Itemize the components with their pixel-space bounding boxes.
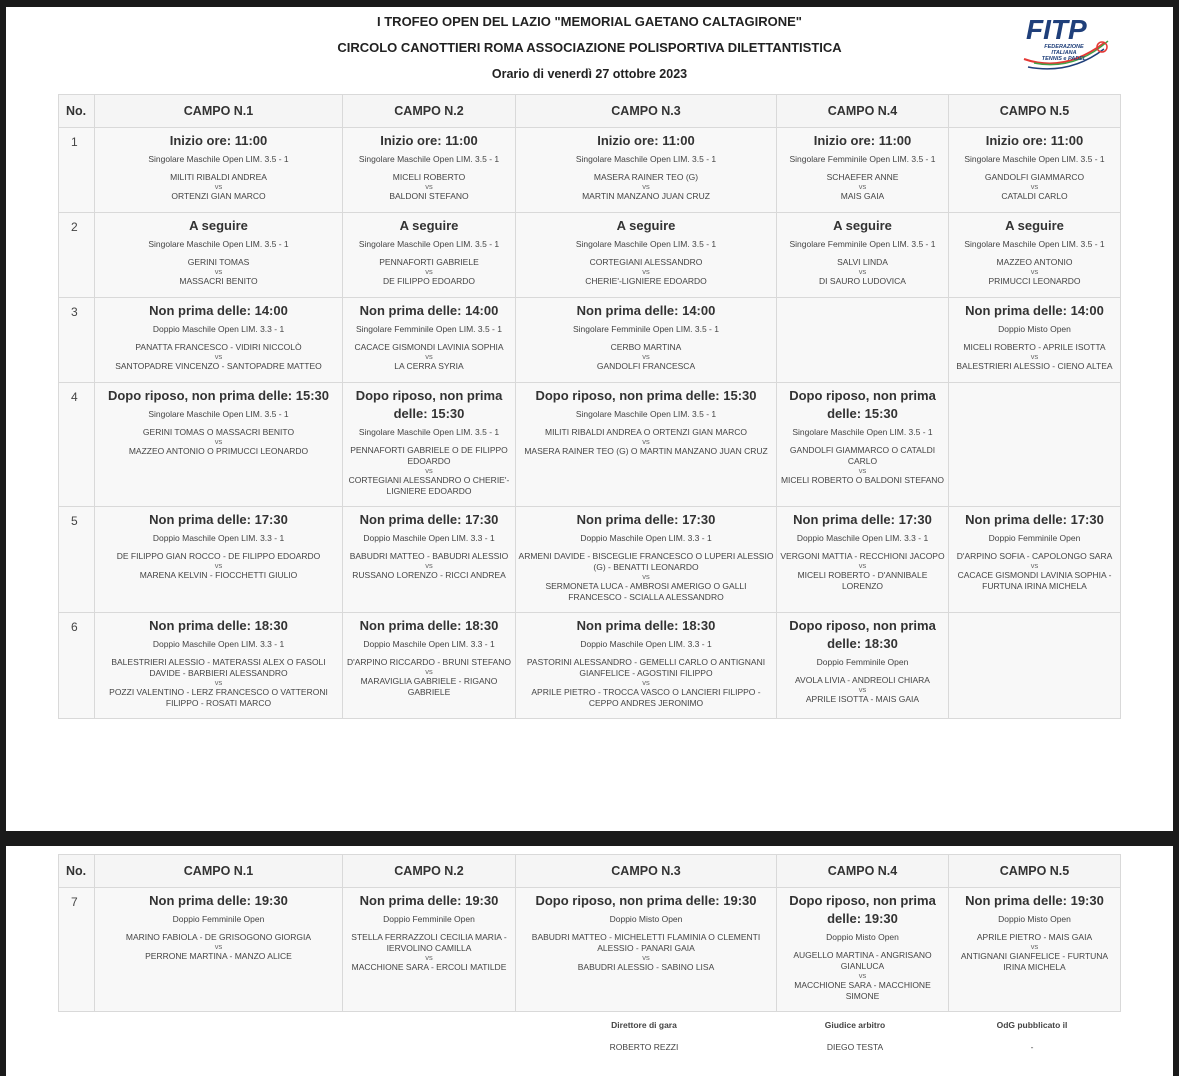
event-name: Doppio Maschile Open LIM. 3.3 - 1 <box>580 533 712 543</box>
player-2: CACACE GISMONDI LAVINIA SOPHIA - FURTUNA IRINA MICHELA <box>957 570 1112 591</box>
director-name: ROBERTO REZZI <box>609 1042 679 1052</box>
row-number: 1 <box>59 128 95 213</box>
column-header-no: No. <box>59 95 95 128</box>
event-name: Doppio Maschile Open LIM. 3.3 - 1 <box>796 533 929 543</box>
match-cell <box>777 613 949 719</box>
vs-label: vs <box>214 437 223 446</box>
player-2: MICELI ROBERTO O BALDONI STEFANO <box>780 475 945 485</box>
player-1: STELLA FERRAZZOLI CECILIA MARIA - IERVOLINO CAMILLA <box>351 932 507 953</box>
schedule-date: Orario di venerdì 27 ottobre 2023 <box>491 67 688 81</box>
player-2: BABUDRI ALESSIO - SABINO LISA <box>577 962 715 972</box>
event-name: Doppio Femminile Open <box>988 533 1081 543</box>
match-cell <box>343 888 516 1012</box>
event-name: Singolare Maschile Open LIM. 3.5 - 1 <box>358 427 500 437</box>
player-2: PERRONE MARTINA - MANZO ALICE <box>145 951 292 961</box>
vs-label: vs <box>214 561 223 570</box>
column-header-campo-3: CAMPO N.3 <box>516 855 777 888</box>
match-cell <box>95 213 343 298</box>
player-2: SERMONETA LUCA - AMBROSI AMERIGO O GALLI FRANCESCO - SCIALLA ALESSANDRO <box>545 581 747 602</box>
event-name: Doppio Maschile Open LIM. 3.3 - 1 <box>363 533 495 543</box>
player-1: CACACE GISMONDI LAVINIA SOPHIA <box>354 342 504 352</box>
match-cell <box>516 128 777 213</box>
event-name: Doppio Femminile Open <box>816 657 909 667</box>
event-name: Singolare Femminile Open LIM. 3.5 - 1 <box>789 154 936 164</box>
player-2: BALESTRIERI ALESSIO - CIENO ALTEA <box>956 361 1113 371</box>
director-block <box>564 1020 724 1052</box>
vs-label: vs <box>1030 942 1039 951</box>
match-time: Dopo riposo, non prima delle: 18:30 <box>789 618 936 651</box>
event-name: Doppio Maschile Open LIM. 3.3 - 1 <box>152 533 285 543</box>
player-2: MACCHIONE SARA - MACCHIONE SIMONE <box>794 980 931 1001</box>
empty-cell <box>949 613 1121 719</box>
vs-label: vs <box>858 971 867 980</box>
match-time: A seguire <box>399 218 459 233</box>
match-cell <box>777 383 949 507</box>
vs-label: vs <box>642 267 650 276</box>
match-cell <box>343 128 516 213</box>
vs-label: vs <box>858 561 867 570</box>
column-header-campo-4: CAMPO N.4 <box>777 95 949 128</box>
event-name: Doppio Maschile Open LIM. 3.3 - 1 <box>580 639 712 649</box>
player-1: D'ARPINO SOFIA - CAPOLONGO SARA <box>956 551 1113 561</box>
match-cell <box>949 888 1121 1012</box>
match-time: Non prima delle: 17:30 <box>359 512 499 527</box>
player-2: POZZI VALENTINO - LERZ FRANCESCO O VATTERONI FILIPPO - ROSATI MARCO <box>109 687 328 708</box>
player-1: CERBO MARTINA <box>610 342 682 352</box>
table-row <box>59 298 1121 383</box>
match-time: Dopo riposo, non prima delle: 15:30 <box>535 388 757 403</box>
match-cell <box>949 298 1121 383</box>
vs-label: vs <box>1030 267 1039 276</box>
match-time: Non prima delle: 19:30 <box>149 893 288 908</box>
match-time: Dopo riposo, non prima delle: 15:30 <box>107 388 330 403</box>
vs-label: vs <box>425 182 433 191</box>
event-name: Singolare Femminile Open LIM. 3.5 - 1 <box>356 324 502 334</box>
match-time: Inizio ore: 11:00 <box>380 133 478 148</box>
match-time: Non prima delle: 18:30 <box>149 618 288 633</box>
vs-label: vs <box>425 466 433 475</box>
match-cell <box>516 298 777 383</box>
odg-value: - <box>1030 1042 1034 1052</box>
column-header-campo-5: CAMPO N.5 <box>949 95 1121 128</box>
player-1: AUGELLO MARTINA - ANGRISANO GIANLUCA <box>793 950 932 971</box>
player-2: ORTENZI GIAN MARCO <box>171 191 266 201</box>
player-1: SALVI LINDA <box>837 257 888 267</box>
match-cell <box>516 507 777 613</box>
player-1: PASTORINI ALESSANDRO - GEMELLI CARLO O ANTIGNANI GIANFELICE - AGOSTINI FILIPPO <box>526 657 766 678</box>
club-name: CIRCOLO CANOTTIERI ROMA ASSOCIAZIONE POLISPORTIVA DILETTANTISTICA <box>337 40 842 55</box>
match-time: Non prima delle: 19:30 <box>359 893 499 908</box>
event-name: Singolare Maschile Open LIM. 3.5 - 1 <box>148 409 289 419</box>
match-cell <box>777 128 949 213</box>
svg-text:FITP: FITP <box>1026 14 1087 45</box>
player-1: GERINI TOMAS O MASSACRI BENITO <box>142 427 295 437</box>
player-2: MAIS GAIA <box>840 191 885 201</box>
vs-label: vs <box>858 267 867 276</box>
player-2: GANDOLFI FRANCESCA <box>596 361 696 371</box>
event-name: Doppio Misto Open <box>826 932 899 942</box>
row-number: 3 <box>59 298 95 383</box>
vs-label: vs <box>1030 182 1039 191</box>
match-time: A seguire <box>616 218 676 233</box>
player-1: D'ARPINO RICCARDO - BRUNI STEFANO <box>346 657 512 667</box>
match-time: Non prima delle: 19:30 <box>965 893 1104 908</box>
fitp-logo <box>1004 11 1114 71</box>
svg-text:ITALIANA: ITALIANA <box>1051 50 1077 56</box>
vs-label: vs <box>858 466 867 475</box>
match-cell <box>343 507 516 613</box>
empty-cell <box>777 298 949 383</box>
match-time: A seguire <box>833 218 892 233</box>
event-name: Doppio Misto Open <box>998 914 1071 924</box>
column-header-campo-1: CAMPO N.1 <box>95 95 343 128</box>
player-1: MILITI RIBALDI ANDREA <box>170 172 267 182</box>
match-time: Inizio ore: 11:00 <box>597 133 695 148</box>
vs-label: vs <box>214 678 223 687</box>
header-row <box>59 95 1121 128</box>
director-label: Direttore di gara <box>611 1020 677 1030</box>
player-1: ARMENI DAVIDE - BISCEGLIE FRANCESCO O LUPERI ALESSIO (G) - BENATTI LEONARDO <box>518 551 774 572</box>
player-1: MARINO FABIOLA - DE GRISOGONO GIORGIA <box>125 932 312 942</box>
row-number: 4 <box>59 383 95 507</box>
match-cell <box>777 507 949 613</box>
player-1: MAZZEO ANTONIO <box>996 257 1073 267</box>
match-cell <box>516 888 777 1012</box>
event-name: Doppio Femminile Open <box>172 914 265 924</box>
match-cell <box>343 298 516 383</box>
vs-label: vs <box>642 352 650 361</box>
match-cell <box>343 613 516 719</box>
event-name: Singolare Maschile Open LIM. 3.5 - 1 <box>964 239 1105 249</box>
match-time: Non prima delle: 14:00 <box>576 303 716 318</box>
player-2: CHERIE'-LIGNIERE EDOARDO <box>585 276 707 286</box>
player-1: PENNAFORTI GABRIELE O DE FILIPPO EDOARDO <box>350 445 508 466</box>
player-1: MASERA RAINER TEO (G) <box>593 172 699 182</box>
schedule-table-continued <box>58 854 1121 1012</box>
table-row <box>59 213 1121 298</box>
vs-label: vs <box>425 667 433 676</box>
player-2: MASERA RAINER TEO (G) O MARTIN MANZANO JUAN CRUZ <box>524 446 768 456</box>
player-2: CATALDI CARLO <box>1001 191 1068 201</box>
column-header-campo-2: CAMPO N.2 <box>343 855 516 888</box>
match-cell <box>95 507 343 613</box>
player-2: DE FILIPPO EDOARDO <box>382 276 476 286</box>
match-time: Non prima delle: 14:00 <box>359 303 499 318</box>
column-header-campo-4: CAMPO N.4 <box>777 855 949 888</box>
match-time: Dopo riposo, non prima delle: 19:30 <box>535 893 757 908</box>
player-2: MACCHIONE SARA - ERCOLI MATILDE <box>351 962 507 972</box>
match-time: Non prima delle: 14:00 <box>149 303 288 318</box>
match-cell <box>949 128 1121 213</box>
event-name: Doppio Maschile Open LIM. 3.3 - 1 <box>152 324 285 334</box>
player-1: PANATTA FRANCESCO - VIDIRI NICCOLÒ <box>135 342 302 352</box>
match-time: Non prima delle: 17:30 <box>793 512 932 527</box>
header-row <box>59 855 1121 888</box>
player-1: BABUDRI MATTEO - MICHELETTI FLAMINIA O CLEMENTI ALESSIO - PANARI GAIA <box>531 932 761 953</box>
vs-label: vs <box>425 267 433 276</box>
player-1: GANDOLFI GIAMMARCO <box>984 172 1085 182</box>
player-1: BABUDRI MATTEO - BABUDRI ALESSIO <box>349 551 509 561</box>
match-time: Inizio ore: 11:00 <box>985 133 1084 148</box>
match-time: Non prima delle: 17:30 <box>149 512 288 527</box>
table-row <box>59 128 1121 213</box>
player-2: MICELI ROBERTO - D'ANNIBALE LORENZO <box>797 570 928 591</box>
player-2: LA CERRA SYRIA <box>394 361 464 371</box>
match-time: A seguire <box>189 218 248 233</box>
player-2: ANTIGNANI GIANFELICE - FURTUNA IRINA MICHELA <box>960 951 1109 972</box>
match-cell <box>516 613 777 719</box>
column-header-campo-2: CAMPO N.2 <box>343 95 516 128</box>
vs-label: vs <box>214 942 223 951</box>
odg-block <box>952 1020 1112 1052</box>
player-2: APRILE ISOTTA - MAIS GAIA <box>805 694 920 704</box>
player-1: GANDOLFI GIAMMARCO O CATALDI CARLO <box>789 445 936 466</box>
match-cell <box>343 383 516 507</box>
player-1: SCHAEFER ANNE <box>826 172 899 182</box>
vs-label: vs <box>642 182 650 191</box>
match-cell <box>516 213 777 298</box>
match-time: A seguire <box>1005 218 1064 233</box>
table-row <box>59 507 1121 613</box>
judge-name: DIEGO TESTA <box>826 1042 884 1052</box>
schedule-table <box>58 94 1121 719</box>
vs-label: vs <box>642 678 650 687</box>
row-number: 7 <box>59 888 95 1012</box>
event-name: Doppio Femminile Open <box>383 914 475 924</box>
match-cell <box>777 213 949 298</box>
player-1: CORTEGIANI ALESSANDRO <box>589 257 703 267</box>
match-time: Dopo riposo, non prima delle: 15:30 <box>789 388 936 421</box>
vs-label: vs <box>214 182 223 191</box>
judge-block <box>775 1020 935 1052</box>
player-2: MASSACRI BENITO <box>179 276 258 286</box>
match-cell <box>95 613 343 719</box>
match-time: Inizio ore: 11:00 <box>813 133 912 148</box>
column-header-no: No. <box>59 855 95 888</box>
match-time: Non prima delle: 17:30 <box>965 512 1104 527</box>
schedule-page-1 <box>6 7 1173 831</box>
match-time: Non prima delle: 14:00 <box>965 303 1104 318</box>
vs-label: vs <box>1030 561 1039 570</box>
player-1: MICELI ROBERTO - APRILE ISOTTA <box>963 342 1106 352</box>
vs-label: vs <box>642 953 650 962</box>
match-time: Inizio ore: 11:00 <box>169 133 268 148</box>
player-1: BALESTRIERI ALESSIO - MATERASSI ALEX O FASOLI DAVIDE - BARBIERI ALESSANDRO <box>111 657 326 678</box>
event-name: Doppio Misto Open <box>998 324 1071 334</box>
player-1: APRILE PIETRO - MAIS GAIA <box>976 932 1093 942</box>
match-cell <box>949 507 1121 613</box>
row-number: 2 <box>59 213 95 298</box>
event-name: Doppio Maschile Open LIM. 3.3 - 1 <box>152 639 285 649</box>
player-1: VERGONI MATTIA - RECCHIONI JACOPO <box>780 551 945 561</box>
odg-label: OdG pubblicato il <box>996 1020 1068 1030</box>
event-name: Singolare Maschile Open LIM. 3.5 - 1 <box>792 427 933 437</box>
player-2: MARAVIGLIA GABRIELE - RIGANO GABRIELE <box>360 676 498 697</box>
vs-label: vs <box>642 437 650 446</box>
match-cell <box>949 213 1121 298</box>
player-1: MICELI ROBERTO <box>392 172 466 182</box>
empty-cell <box>949 383 1121 507</box>
player-2: MARTIN MANZANO JUAN CRUZ <box>582 191 710 201</box>
event-name: Doppio Maschile Open LIM. 3.3 - 1 <box>363 639 495 649</box>
player-2: DI SAURO LUDOVICA <box>819 276 906 286</box>
player-2: PRIMUCCI LEONARDO <box>988 276 1081 286</box>
vs-label: vs <box>858 685 867 694</box>
vs-label: vs <box>858 182 867 191</box>
player-2: APRILE PIETRO - TROCCA VASCO O LANCIERI FILIPPO - CEPPO ANDRES JERONIMO <box>531 687 761 708</box>
match-time: Dopo riposo, non prima delle: 15:30 <box>355 388 503 421</box>
match-time: Non prima delle: 18:30 <box>359 618 499 633</box>
player-1: MILITI RIBALDI ANDREA O ORTENZI GIAN MARCO <box>545 427 747 437</box>
player-1: PENNAFORTI GABRIELE <box>379 257 479 267</box>
player-2: CORTEGIANI ALESSANDRO O CHERIE'-LIGNIERE EDOARDO <box>348 475 510 496</box>
match-cell <box>516 383 777 507</box>
vs-label: vs <box>425 561 433 570</box>
match-time: Dopo riposo, non prima delle: 19:30 <box>789 893 936 926</box>
match-cell <box>95 128 343 213</box>
match-cell <box>95 888 343 1012</box>
event-name: Singolare Maschile Open LIM. 3.5 - 1 <box>148 239 289 249</box>
judge-label: Giudice arbitro <box>824 1020 886 1030</box>
event-name: Singolare Maschile Open LIM. 3.5 - 1 <box>148 154 289 164</box>
player-2: RUSSANO LORENZO - RICCI ANDREA <box>352 570 506 580</box>
vs-label: vs <box>214 352 223 361</box>
column-header-campo-5: CAMPO N.5 <box>949 855 1121 888</box>
match-time: Non prima delle: 17:30 <box>576 512 716 527</box>
player-1: DE FILIPPO GIAN ROCCO - DE FILIPPO EDOARDO <box>116 551 321 561</box>
match-time: Non prima delle: 18:30 <box>576 618 716 633</box>
match-cell <box>343 213 516 298</box>
svg-text:TENNIS e PADEL: TENNIS e PADEL <box>1041 56 1087 62</box>
schedule-page-2 <box>6 846 1173 1076</box>
svg-text:FEDERAZIONE: FEDERAZIONE <box>1044 44 1084 50</box>
table-row <box>59 888 1121 1012</box>
vs-label: vs <box>214 267 223 276</box>
event-name: Singolare Maschile Open LIM. 3.5 - 1 <box>575 154 717 164</box>
player-1: GERINI TOMAS <box>187 257 250 267</box>
event-name: Singolare Maschile Open LIM. 3.5 - 1 <box>575 409 717 419</box>
event-name: Singolare Maschile Open LIM. 3.5 - 1 <box>358 239 500 249</box>
player-1: AVOLA LIVIA - ANDREOLI CHIARA <box>795 675 930 685</box>
vs-label: vs <box>425 953 433 962</box>
row-number: 6 <box>59 613 95 719</box>
event-name: Singolare Maschile Open LIM. 3.5 - 1 <box>358 154 500 164</box>
column-header-campo-1: CAMPO N.1 <box>95 855 343 888</box>
table-row <box>59 613 1121 719</box>
match-cell <box>777 888 949 1012</box>
vs-label: vs <box>642 572 650 581</box>
event-name: Singolare Femminile Open LIM. 3.5 - 1 <box>573 324 719 334</box>
player-2: MAZZEO ANTONIO O PRIMUCCI LEONARDO <box>128 446 309 456</box>
vs-label: vs <box>425 352 433 361</box>
column-header-campo-3: CAMPO N.3 <box>516 95 777 128</box>
event-name: Singolare Femminile Open LIM. 3.5 - 1 <box>789 239 936 249</box>
vs-label: vs <box>1030 352 1039 361</box>
row-number: 5 <box>59 507 95 613</box>
match-cell <box>95 298 343 383</box>
player-2: MARENA KELVIN - FIOCCHETTI GIULIO <box>139 570 298 580</box>
match-cell <box>95 383 343 507</box>
table-row <box>59 383 1121 507</box>
event-name: Singolare Maschile Open LIM. 3.5 - 1 <box>575 239 717 249</box>
event-name: Doppio Misto Open <box>609 914 683 924</box>
event-name: Singolare Maschile Open LIM. 3.5 - 1 <box>964 154 1105 164</box>
player-2: BALDONI STEFANO <box>389 191 469 201</box>
tournament-title: I TROFEO OPEN DEL LAZIO "MEMORIAL GAETANO CALTAGIRONE" <box>377 14 802 29</box>
player-2: SANTOPADRE VINCENZO - SANTOPADRE MATTEO <box>115 361 322 371</box>
